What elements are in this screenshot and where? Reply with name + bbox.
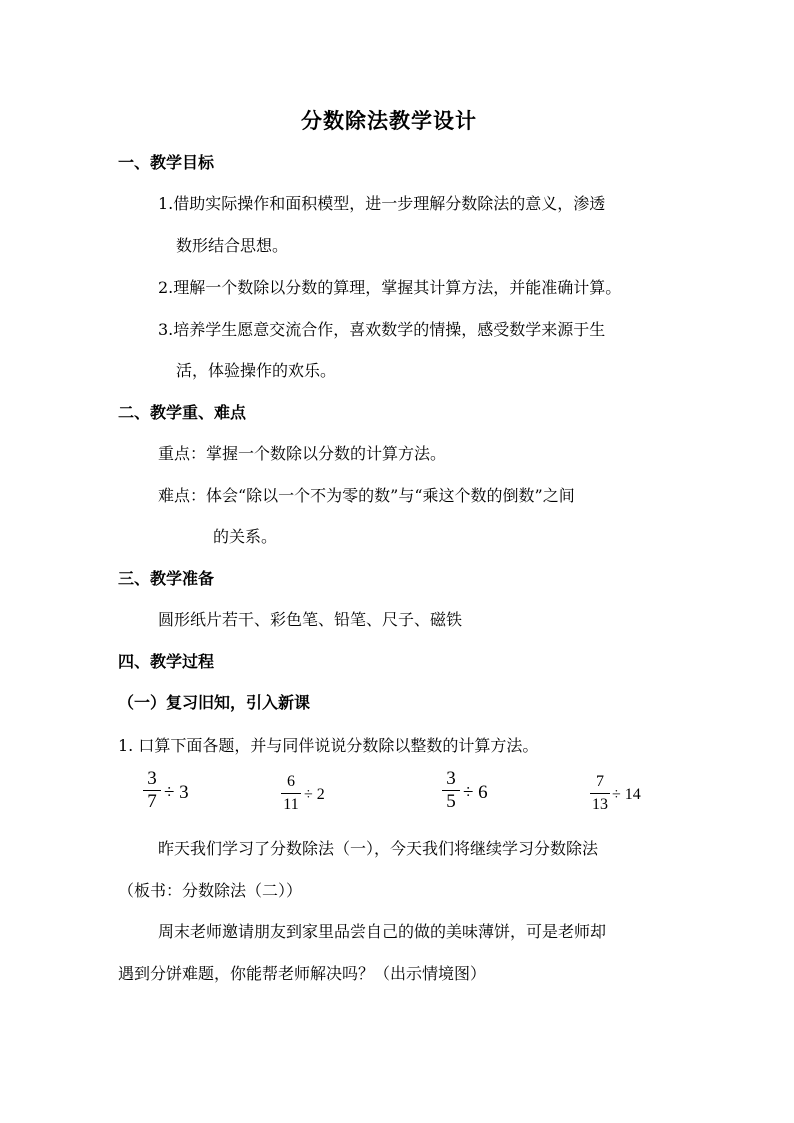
exercise-1-operation: ÷ 3 <box>164 782 189 803</box>
objective-1-line-1: 1.借助实际操作和面积模型，进一步理解分数除法的意义，渗透 <box>158 194 606 213</box>
paragraph-2-line-2: 遇到分饼难题，你能帮老师解决吗？（出示情境图） <box>118 964 487 983</box>
exercise-4-fraction <box>589 771 611 816</box>
subsection-heading-review: （一）复习旧知，引入新课 <box>118 693 311 712</box>
objective-2: 2.理解一个数除以分数的算理，掌握其计算方法，并能准确计算。 <box>158 278 622 297</box>
objective-3-line-2: 活，体验操作的欢乐。 <box>176 361 337 380</box>
objective-1-line-2: 数形结合思想。 <box>176 236 289 255</box>
exercise-2-numerator: 6 <box>287 773 295 790</box>
exercise-2-denominator: 11 <box>283 796 299 813</box>
exercise-4-numerator: 7 <box>596 773 604 790</box>
paragraph-2-line-1: 周末老师邀请朋友到家里品尝自己的做的美味薄饼，可是老师却 <box>158 922 607 941</box>
exercise-1-numerator: 3 <box>147 768 157 789</box>
difficult-point-line-2: 的关系。 <box>213 527 278 546</box>
section-heading-process: 四、教学过程 <box>118 652 215 671</box>
paragraph-1-line-2: （板书：分数除法（二）） <box>118 881 303 900</box>
exercise-3-numerator: 3 <box>446 768 456 789</box>
step-1-instruction: 1. 口算下面各题，并与同伴说说分数除以整数的计算方法。 <box>118 736 539 755</box>
exercise-3-operation: ÷ 6 <box>463 782 488 803</box>
page-title: 分数除法教学设计 <box>301 108 477 133</box>
exercise-1-denominator: 7 <box>147 791 157 812</box>
exercise-3-denominator: 5 <box>446 791 456 812</box>
exercise-1-fraction <box>142 768 162 813</box>
section-heading-objectives: 一、教学目标 <box>118 153 215 172</box>
exercise-2-operation: ÷ 2 <box>304 786 325 803</box>
key-point-text: 重点：掌握一个数除以分数的计算方法。 <box>158 444 447 463</box>
exercise-4-denominator: 13 <box>592 796 608 813</box>
section-heading-key-points: 二、教学重、难点 <box>118 403 247 422</box>
paragraph-1-line-1: 昨天我们学习了分数除法（一），今天我们将继续学习分数除法 <box>158 839 599 858</box>
difficult-point-line-1: 难点：体会“除以一个不为零的数”与“乘这个数的倒数”之间 <box>158 486 575 505</box>
exercise-2-fraction <box>280 771 302 816</box>
exercise-4-operation: ÷ 14 <box>612 786 641 803</box>
exercise-3-fraction <box>441 768 461 813</box>
materials-list: 圆形纸片若干、彩色笔、铅笔、尺子、磁铁 <box>158 610 463 629</box>
objective-3-line-1: 3.培养学生愿意交流合作，喜欢数学的情操，感受数学来源于生 <box>158 320 606 339</box>
section-heading-preparation: 三、教学准备 <box>118 569 215 588</box>
